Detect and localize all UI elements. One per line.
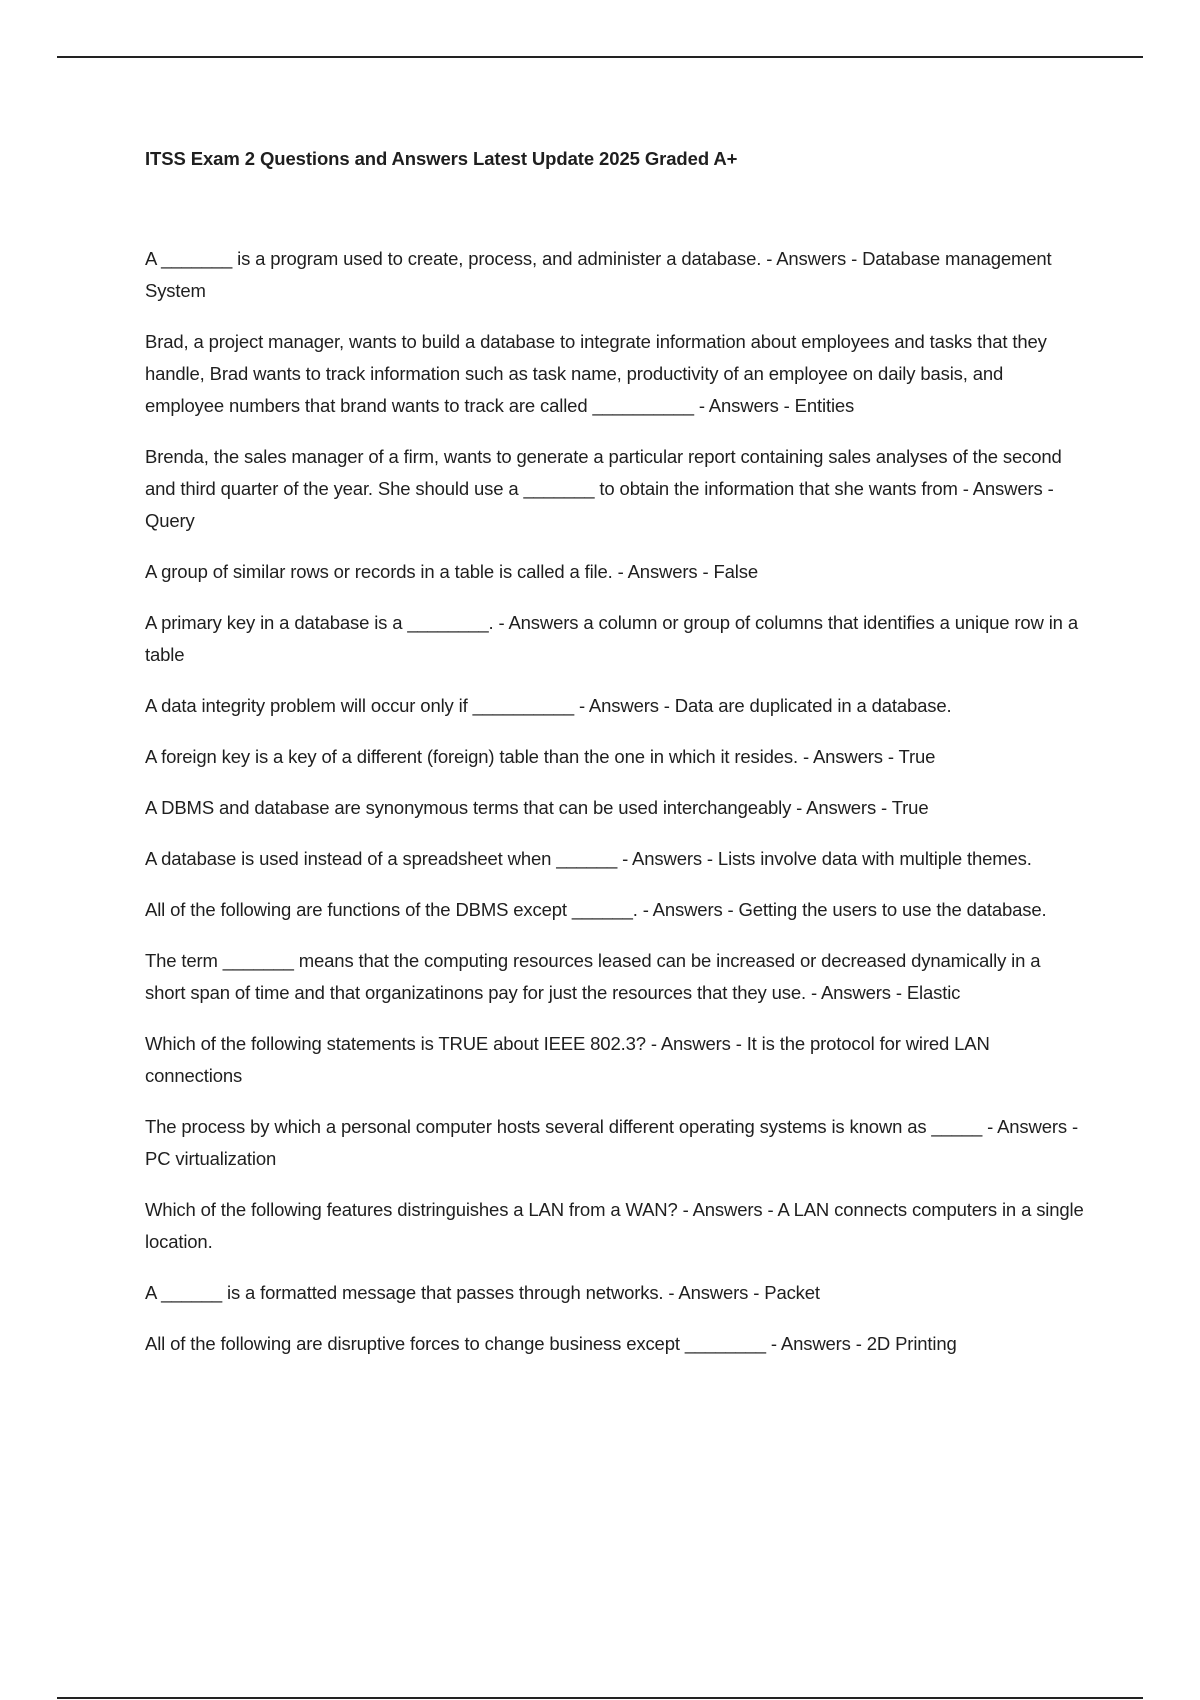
qa-item: The process by which a personal computer hosts several different operating systems is known as _____ - Answers - PC virtualization [145,1116,1078,1169]
footer-rule [57,1697,1143,1699]
qa-item: Brenda, the sales manager of a firm, wants to generate a particular report containing sales analyses of the second and third quarter of the year. She should use a _______ to obtain the information that she wants from - Answers - Query [145,446,1062,531]
document-title: ITSS Exam 2 Questions and Answers Latest Update 2025 Graded A+ [145,148,738,169]
qa-item: A ______ is a formatted message that passes through networks. - Answers - Packet [145,1282,820,1303]
qa-item: A _______ is a program used to create, process, and administer a database. - Answers - Database management System [145,248,1052,301]
qa-item: All of the following are disruptive forces to change business except ________ - Answers - 2D Printing [145,1333,957,1354]
qa-item: A primary key in a database is a ________. - Answers a column or group of columns that identifies a unique row in a table [145,612,1078,665]
qa-item: A group of similar rows or records in a table is called a file. - Answers - False [145,561,758,582]
qa-item: A foreign key is a key of a different (foreign) table than the one in which it resides. - Answers - True [145,746,936,767]
qa-item: A data integrity problem will occur only if __________ - Answers - Data are duplicated in a database. [145,695,952,716]
header-rule [57,56,1143,58]
qa-item: The term _______ means that the computing resources leased can be increased or decreased dynamically in a short span of time and that organizatinons pay for just the resources that they use. - Answers - Elastic [145,950,1041,1003]
qa-item: Which of the following statements is TRUE about IEEE 802.3? - Answers - It is the protocol for wired LAN connections [145,1033,990,1086]
qa-item: A DBMS and database are synonymous terms that can be used interchangeably - Answers - True [145,797,929,818]
qa-item: A database is used instead of a spreadsheet when ______ - Answers - Lists involve data with multiple themes. [145,848,1032,869]
qa-list [145,243,1085,1360]
qa-item: Brad, a project manager, wants to build a database to integrate information about employees and tasks that they handle, Brad wants to track information such as task name, productivity of an employee on daily basis, and employee numbers that brand wants to track are called __________ - Answers - Entities [145,331,1047,416]
document-body [145,143,1085,1379]
qa-item: All of the following are functions of the DBMS except ______. - Answers - Getting the users to use the database. [145,899,1047,920]
qa-item: Which of the following features distringuishes a LAN from a WAN? - Answers - A LAN connects computers in a single location. [145,1199,1084,1252]
